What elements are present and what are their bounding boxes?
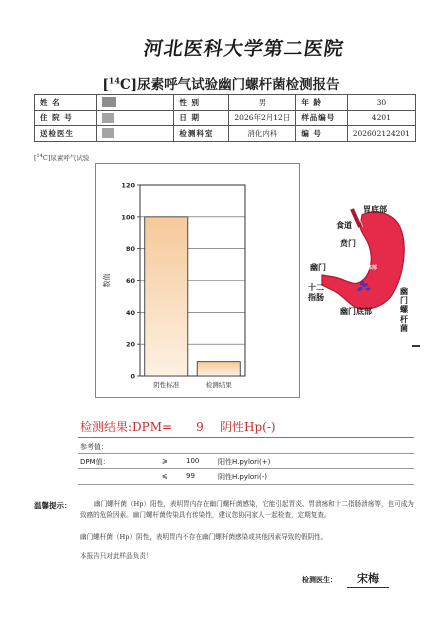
- divider: [78, 453, 414, 454]
- y-tick-label: 40: [125, 308, 135, 317]
- admission-value: [97, 110, 174, 126]
- x-tick-label: 检测结果: [205, 381, 232, 389]
- test-result: [80, 418, 410, 435]
- gender-label: 性 别: [174, 95, 229, 111]
- signature: [302, 570, 389, 588]
- redacted-admission: [102, 113, 114, 123]
- ref-value-negative: 99: [186, 472, 195, 480]
- result-conclusion: 阴性Hp(-): [220, 420, 276, 434]
- table-row: [35, 110, 416, 126]
- admission-label: 住 院 号: [35, 110, 97, 126]
- report-title: [$^{14}$C]尿素呼气试验幽门螺杆菌检测报告: [102, 75, 340, 93]
- name-value: [97, 95, 174, 111]
- reference-label: 参考值：: [80, 443, 108, 451]
- section-label: [$^{14}$C]尿素呼气试验: [34, 153, 90, 163]
- bar: [197, 362, 240, 376]
- diagram-label-pyloric-bottom: 幽门底部: [340, 306, 372, 316]
- redacted-name: [102, 97, 116, 107]
- date-value: 2026年2月12日: [229, 110, 296, 126]
- hospital-name: 河北医科大学第二医院: [142, 37, 346, 60]
- diagram-label-fundus: 胃底部: [363, 204, 387, 214]
- date-label: 日 期: [174, 110, 229, 126]
- bar: [145, 217, 188, 376]
- dept-value: 消化内科: [229, 126, 296, 142]
- tips-label: 温馨提示：: [34, 501, 72, 510]
- sample-value: 4201: [347, 110, 415, 126]
- doctor-value: [97, 126, 174, 142]
- id-value: 202602124201: [347, 126, 415, 142]
- result-value: 9: [196, 420, 204, 434]
- ref-op-positive: ⩾: [162, 457, 168, 465]
- dash-mark: [412, 345, 420, 347]
- sample-label: 样品编号: [296, 110, 347, 126]
- age-value: 30: [347, 95, 415, 111]
- table-row: [35, 126, 416, 142]
- y-axis-label: 数值: [103, 273, 111, 288]
- doctor-label: 送检医生: [35, 126, 97, 142]
- redacted-doctor: [102, 128, 114, 138]
- diagram-label-hpylori: 幽门螺杆菌: [400, 286, 408, 333]
- stomach-diagram: [300, 204, 418, 333]
- y-tick-label: 20: [125, 340, 135, 349]
- chart-svg: [95, 163, 300, 398]
- breath-test-chart: [95, 163, 300, 398]
- hospital-header: [140, 30, 346, 64]
- divider: [78, 437, 414, 438]
- id-label: 编 号: [296, 126, 347, 142]
- y-tick-label: 60: [125, 277, 135, 285]
- signature-name: 宋梅: [347, 570, 389, 588]
- name-label: 姓 名: [35, 95, 97, 111]
- x-tick-label: 阴性标准: [153, 381, 180, 389]
- gender-value: 男: [229, 95, 296, 111]
- tips-paragraph-negative: 幽门螺杆菌（Hp）阴性，表明胃内不存在幽门螺杆菌感染或其他因素导致的假阴性。: [80, 533, 328, 541]
- diagram-label-duodenum: 十二指肠: [308, 282, 324, 302]
- diagram-label-pylorus: 幽门: [310, 262, 326, 272]
- diagram-label-cardia: 贲门: [340, 238, 356, 248]
- tips-paragraph-positive: 幽门螺杆菌（Hp）阳性，表明胃内存在幽门螺杆菌感染，它能引起胃炎、胃溃疡和十二指肠溃疡等，也可成为致癌的危险因素。幽门螺杆菌传染具有传染性，建议您协同家人一起检查，定期复查。: [80, 500, 414, 519]
- y-tick-label: 120: [121, 181, 135, 190]
- dept-label: 检测科室: [174, 126, 229, 142]
- result-label: 检测结果:DPM=: [80, 420, 173, 434]
- diagram-label-body: 胃体部: [362, 265, 378, 271]
- ref-meaning-positive: 阳性H.pylori(+): [218, 458, 271, 466]
- diagram-label-esophagus: 食道: [336, 220, 352, 230]
- y-tick-label: 80: [125, 245, 135, 254]
- dpm-label: DPM值：: [80, 458, 110, 466]
- table-row: [35, 95, 416, 111]
- divider: [78, 484, 414, 485]
- age-label: 年 龄: [296, 95, 347, 111]
- patient-info-table: [34, 94, 416, 142]
- ref-meaning-negative: 阴性H.pylori(-): [218, 473, 267, 481]
- divider: [78, 468, 414, 469]
- signature-label: 检测医生：: [302, 575, 337, 584]
- y-tick-label: 100: [121, 213, 135, 222]
- tips-disclaimer: 本报告只对此样品负责！: [80, 552, 153, 560]
- ref-value-positive: 100: [186, 457, 200, 465]
- y-tick-label: 0: [130, 372, 135, 381]
- ref-op-negative: ⩽: [162, 472, 168, 480]
